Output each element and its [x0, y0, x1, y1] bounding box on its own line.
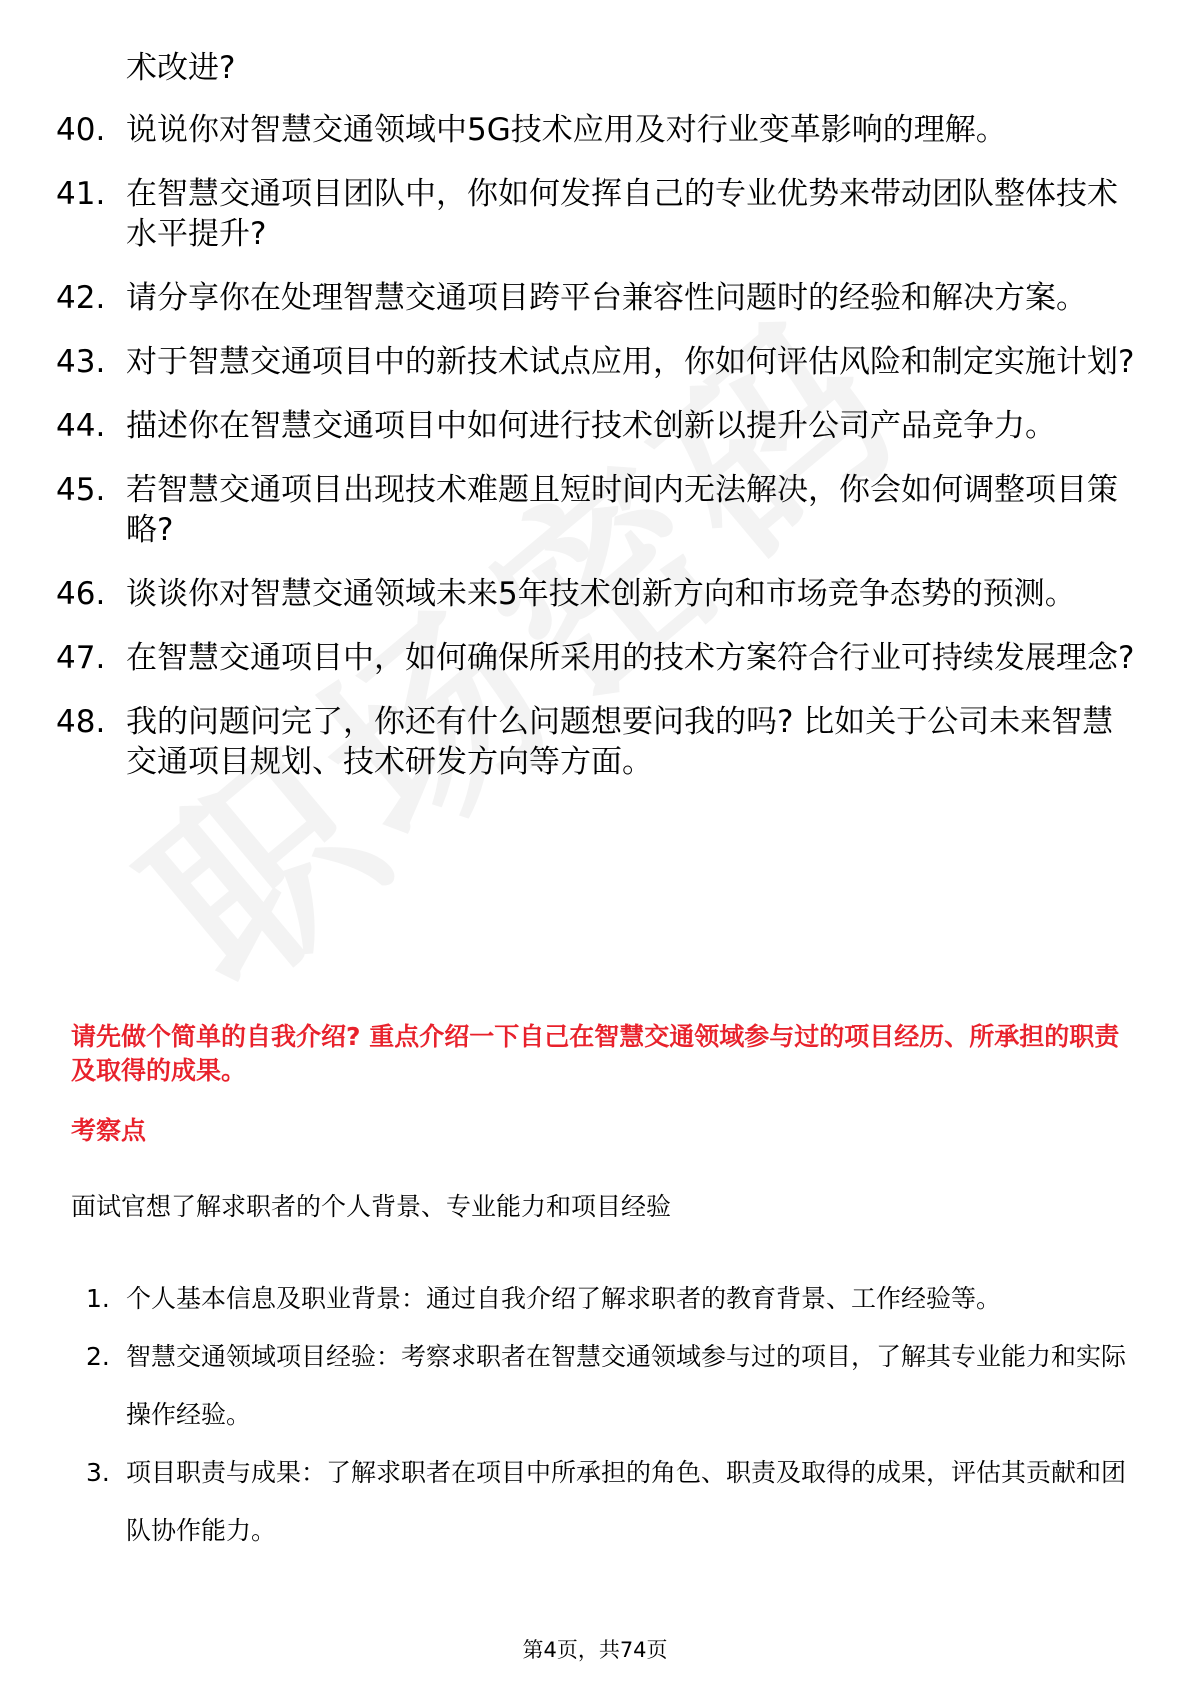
question-text: 谈谈你对智慧交通领域未来5年技术创新方向和市场竞争态势的预测。 [126, 576, 1076, 612]
point-text: 个人基本信息及职业背景：通过自我介绍了解求职者的教育背景、工作经验等。 [126, 1284, 1002, 1313]
question-text: 请分享你在处理智慧交通项目跨平台兼容性问题时的经验和解决方案。 [126, 280, 1087, 316]
question-text: 若智慧交通项目出现技术难题且短时间内无法解决，你会如何调整项目策略? [126, 472, 1118, 548]
question-item [56, 342, 1136, 382]
question-item [56, 48, 1136, 88]
question-number: 42. [56, 280, 106, 316]
question-item [56, 278, 1136, 318]
question-number: 40. [56, 112, 106, 148]
point-number: 3. [86, 1458, 110, 1487]
evaluation-points-list [86, 1270, 1126, 1560]
point-number: 1. [86, 1284, 110, 1313]
question-item [56, 574, 1136, 614]
question-number: 45. [56, 472, 106, 508]
question-item [56, 406, 1136, 446]
page-footer: 第4页，共74页 [522, 1638, 668, 1662]
featured-question: 请先做个简单的自我介绍? 重点介绍一下自己在智慧交通领域参与过的项目经历、所承担的职责及取得的成果。 [71, 1022, 1120, 1085]
question-text: 术改进? [126, 50, 236, 86]
question-item [56, 702, 1136, 782]
question-number: 44. [56, 408, 106, 444]
question-item [56, 174, 1136, 254]
question-number: 43. [56, 344, 106, 380]
evaluation-point [86, 1328, 1126, 1444]
question-item [56, 110, 1136, 150]
question-text: 说说你对智慧交通领域中5G技术应用及对行业变革影响的理解。 [126, 112, 1007, 148]
question-number: 48. [56, 704, 106, 740]
question-list [56, 48, 1136, 806]
question-item [56, 638, 1136, 678]
question-text: 对于智慧交通项目中的新技术试点应用，你如何评估风险和制定实施计划? [126, 344, 1135, 380]
question-number: 41. [56, 176, 106, 212]
point-text: 智慧交通领域项目经验：考察求职者在智慧交通领域参与过的项目，了解其专业能力和实际操作经验。 [126, 1342, 1127, 1429]
question-item [56, 470, 1136, 550]
section-intro: 面试官想了解求职者的个人背景、专业能力和项目经验 [71, 1192, 672, 1221]
question-text: 我的问题问完了，你还有什么问题想要问我的吗? 比如关于公司未来智慧交通项目规划、技术研发方向等方面。 [126, 704, 1114, 780]
point-text: 项目职责与成果：了解求职者在项目中所承担的角色、职责及取得的成果，评估其贡献和团队协作能力。 [126, 1458, 1127, 1545]
question-number: 46. [56, 576, 106, 612]
question-text: 描述你在智慧交通项目中如何进行技术创新以提升公司产品竞争力。 [126, 408, 1056, 444]
question-number: 47. [56, 640, 106, 676]
question-text: 在智慧交通项目团队中，你如何发挥自己的专业优势来带动团队整体技术水平提升? [126, 176, 1118, 252]
question-text: 在智慧交通项目中，如何确保所采用的技术方案符合行业可持续发展理念? [126, 640, 1135, 676]
section-label: 考察点 [71, 1116, 147, 1145]
evaluation-point [86, 1270, 1126, 1328]
evaluation-point [86, 1444, 1126, 1560]
point-number: 2. [86, 1342, 110, 1371]
